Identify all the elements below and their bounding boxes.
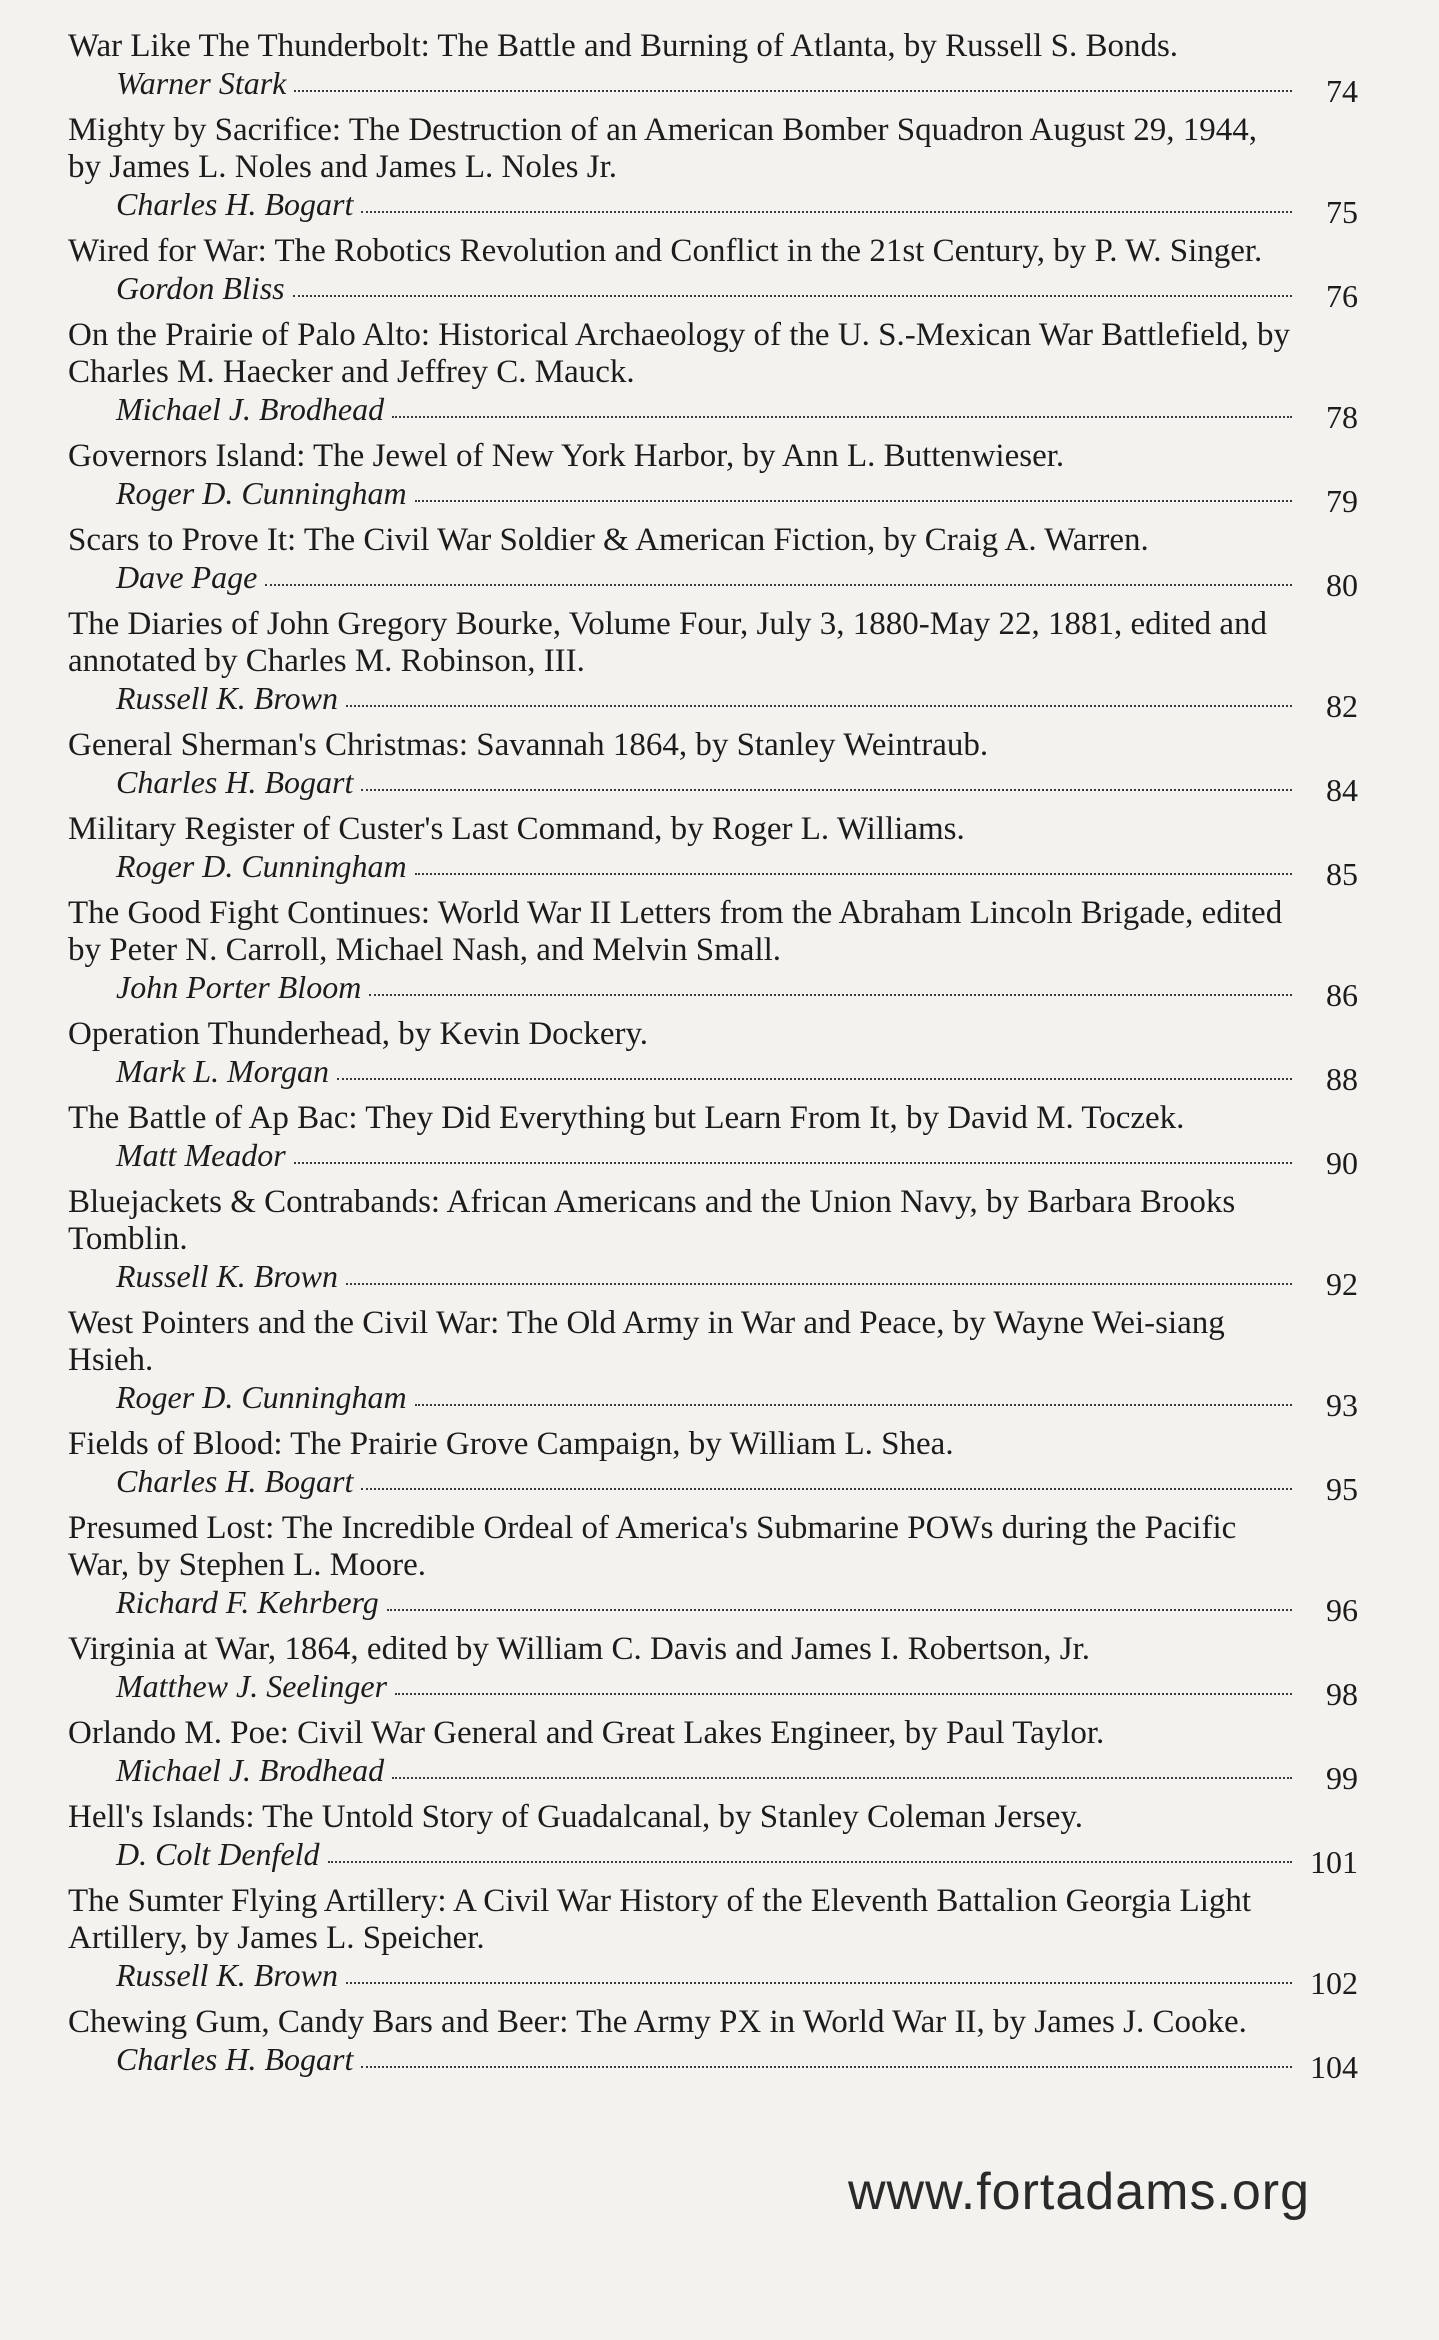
entry-title: Military Register of Custer's Last Command, by Roger L. Williams. (68, 811, 965, 847)
dot-leader (415, 872, 1292, 875)
entry-title: Scars to Prove It: The Civil War Soldier & American Fiction, by Craig A. Warren. (68, 522, 1149, 558)
toc-entry (68, 317, 1358, 435)
dot-leader (387, 1608, 1292, 1611)
entry-title: The Battle of Ap Bac: They Did Everything but Learn From It, by David M. Toczek. (68, 1100, 1185, 1136)
reviewer-name: Roger D. Cunningham (116, 848, 407, 884)
page-number: 86 (1326, 977, 1358, 1013)
entry-title: Bluejackets & Contrabands: African Americans and the Union Navy, by Barbara Brooks Tomblin. (68, 1184, 1236, 1257)
table-of-contents (68, 28, 1358, 2088)
entry-title: Presumed Lost: The Incredible Ordeal of America's Submarine POWs during the Pacific War, by Stephen L. Moore. (68, 1510, 1237, 1583)
page-number: 101 (1310, 1844, 1358, 1880)
reviewer-name: Charles H. Bogart (116, 764, 354, 800)
toc-entry (68, 1799, 1358, 1880)
dot-leader (415, 499, 1292, 502)
entry-title: War Like The Thunderbolt: The Battle and Burning of Atlanta, by Russell S. Bonds. (68, 28, 1179, 64)
reviewer-name: Russell K. Brown (116, 680, 338, 716)
dot-leader (369, 993, 1292, 996)
entry-title: Governors Island: The Jewel of New York Harbor, by Ann L. Buttenwieser. (68, 438, 1065, 474)
dot-leader (346, 704, 1292, 707)
toc-entry (68, 1100, 1358, 1181)
entry-title: Hell's Islands: The Untold Story of Guadalcanal, by Stanley Coleman Jersey. (68, 1799, 1083, 1835)
reviewer-line (116, 2041, 1358, 2085)
reviewer-line (116, 1668, 1358, 1712)
reviewer-line (116, 270, 1358, 314)
reviewer-name: Dave Page (116, 559, 258, 595)
toc-entry (68, 811, 1358, 892)
page-number: 78 (1326, 399, 1358, 435)
reviewer-name: John Porter Bloom (116, 969, 362, 1005)
dot-leader (395, 1692, 1292, 1695)
reviewer-line (116, 65, 1358, 109)
entry-title: The Diaries of John Gregory Bourke, Volume Four, July 3, 1880-May 22, 1881, edited and annotated by Charles M. Robinson, III. (68, 606, 1268, 679)
reviewer-name: Michael J. Brodhead (116, 391, 385, 427)
reviewer-name: Charles H. Bogart (116, 1463, 354, 1499)
page-number: 95 (1326, 1471, 1358, 1507)
toc-entry (68, 522, 1358, 603)
toc-entry (68, 1184, 1358, 1302)
reviewer-line (116, 1258, 1358, 1302)
toc-entry (68, 895, 1358, 1013)
page-number: 92 (1326, 1266, 1358, 1302)
entry-title: Mighty by Sacrifice: The Destruction of an American Bomber Squadron August 29, 1944, by James L. Noles and James L. Noles Jr. (68, 112, 1258, 185)
page-number: 82 (1326, 688, 1358, 724)
toc-entry (68, 606, 1358, 724)
page-number: 84 (1326, 772, 1358, 808)
toc-entry (68, 1016, 1358, 1097)
dot-leader (361, 1487, 1292, 1490)
reviewer-line (116, 186, 1358, 230)
page-number: 80 (1326, 567, 1358, 603)
dot-leader (392, 1776, 1292, 1779)
entry-title: Chewing Gum, Candy Bars and Beer: The Army PX in World War II, by James J. Cooke. (68, 2004, 1247, 2040)
entry-title: On the Prairie of Palo Alto: Historical Archaeology of the U. S.-Mexican War Battlefield, by Charles M. Haecker and Jeffrey C. Mauck. (68, 317, 1291, 390)
entry-title: The Sumter Flying Artillery: A Civil War History of the Eleventh Battalion Georgia Light Artillery, by James L. Speicher. (68, 1883, 1252, 1956)
reviewer-name: Charles H. Bogart (116, 2041, 354, 2077)
entry-title: The Good Fight Continues: World War II Letters from the Abraham Lincoln Brigade, edited by Peter N. Carroll, Michael Nash, and Melvin Small. (68, 895, 1283, 968)
toc-entry (68, 727, 1358, 808)
reviewer-name: D. Colt Denfeld (116, 1836, 320, 1872)
reviewer-line (116, 1463, 1358, 1507)
reviewer-line (116, 559, 1358, 603)
dot-leader (392, 415, 1292, 418)
page-number: 102 (1310, 1965, 1358, 2001)
reviewer-line (116, 1379, 1358, 1423)
entry-title: General Sherman's Christmas: Savannah 1864, by Stanley Weintraub. (68, 727, 989, 763)
reviewer-line (116, 1053, 1358, 1097)
reviewer-line (116, 1836, 1358, 1880)
reviewer-name: Russell K. Brown (116, 1957, 338, 1993)
reviewer-name: Gordon Bliss (116, 270, 285, 306)
reviewer-name: Matt Meador (116, 1137, 286, 1173)
toc-entry (68, 1426, 1358, 1507)
toc-entry (68, 1715, 1358, 1796)
reviewer-name: Matthew J. Seelinger (116, 1668, 388, 1704)
dot-leader (346, 1981, 1292, 1984)
toc-entry (68, 2004, 1358, 2085)
reviewer-line (116, 680, 1358, 724)
dot-leader (361, 210, 1292, 213)
page-number: 75 (1326, 194, 1358, 230)
page-number: 104 (1310, 2049, 1358, 2085)
watermark: www.fortadams.org (848, 2163, 1311, 2221)
entry-title: Virginia at War, 1864, edited by William C. Davis and James I. Robertson, Jr. (68, 1631, 1090, 1667)
toc-entry (68, 28, 1358, 109)
page-number: 76 (1326, 278, 1358, 314)
dot-leader (293, 294, 1292, 297)
toc-entry (68, 1510, 1358, 1628)
entry-title: Wired for War: The Robotics Revolution and Conflict in the 21st Century, by P. W. Singer. (68, 233, 1263, 269)
toc-entry (68, 1631, 1358, 1712)
page-number: 98 (1326, 1676, 1358, 1712)
reviewer-name: Warner Stark (116, 65, 287, 101)
reviewer-name: Roger D. Cunningham (116, 1379, 407, 1415)
toc-entry (68, 1305, 1358, 1423)
reviewer-line (116, 1752, 1358, 1796)
reviewer-line (116, 969, 1358, 1013)
toc-entry (68, 438, 1358, 519)
reviewer-line (116, 848, 1358, 892)
dot-leader (361, 2065, 1292, 2068)
toc-entry (68, 1883, 1358, 2001)
page-number: 88 (1326, 1061, 1358, 1097)
entry-title: Fields of Blood: The Prairie Grove Campaign, by William L. Shea. (68, 1426, 954, 1462)
reviewer-line (116, 764, 1358, 808)
reviewer-line (116, 475, 1358, 519)
entry-title: Orlando M. Poe: Civil War General and Great Lakes Engineer, by Paul Taylor. (68, 1715, 1105, 1751)
dot-leader (265, 583, 1292, 586)
reviewer-name: Russell K. Brown (116, 1258, 338, 1294)
reviewer-name: Roger D. Cunningham (116, 475, 407, 511)
page-number: 96 (1326, 1592, 1358, 1628)
reviewer-line (116, 1137, 1358, 1181)
toc-entry (68, 112, 1358, 230)
dot-leader (294, 89, 1292, 92)
entry-title: Operation Thunderhead, by Kevin Dockery. (68, 1016, 649, 1052)
dot-leader (361, 788, 1292, 791)
dot-leader (294, 1161, 1292, 1164)
page-number: 85 (1326, 856, 1358, 892)
dot-leader (415, 1403, 1292, 1406)
page-number: 74 (1326, 73, 1358, 109)
reviewer-line (116, 1957, 1358, 2001)
reviewer-line (116, 1584, 1358, 1628)
reviewer-name: Michael J. Brodhead (116, 1752, 385, 1788)
page-number: 79 (1326, 483, 1358, 519)
page-number: 99 (1326, 1760, 1358, 1796)
entry-title: West Pointers and the Civil War: The Old Army in War and Peace, by Wayne Wei-siang Hsieh. (68, 1305, 1225, 1378)
dot-leader (346, 1282, 1292, 1285)
reviewer-line (116, 391, 1358, 435)
page-number: 90 (1326, 1145, 1358, 1181)
reviewer-name: Richard F. Kehrberg (116, 1584, 379, 1620)
reviewer-name: Charles H. Bogart (116, 186, 354, 222)
toc-entry (68, 233, 1358, 314)
reviewer-name: Mark L. Morgan (116, 1053, 330, 1089)
dot-leader (337, 1077, 1292, 1080)
page-number: 93 (1326, 1387, 1358, 1423)
dot-leader (328, 1860, 1292, 1863)
